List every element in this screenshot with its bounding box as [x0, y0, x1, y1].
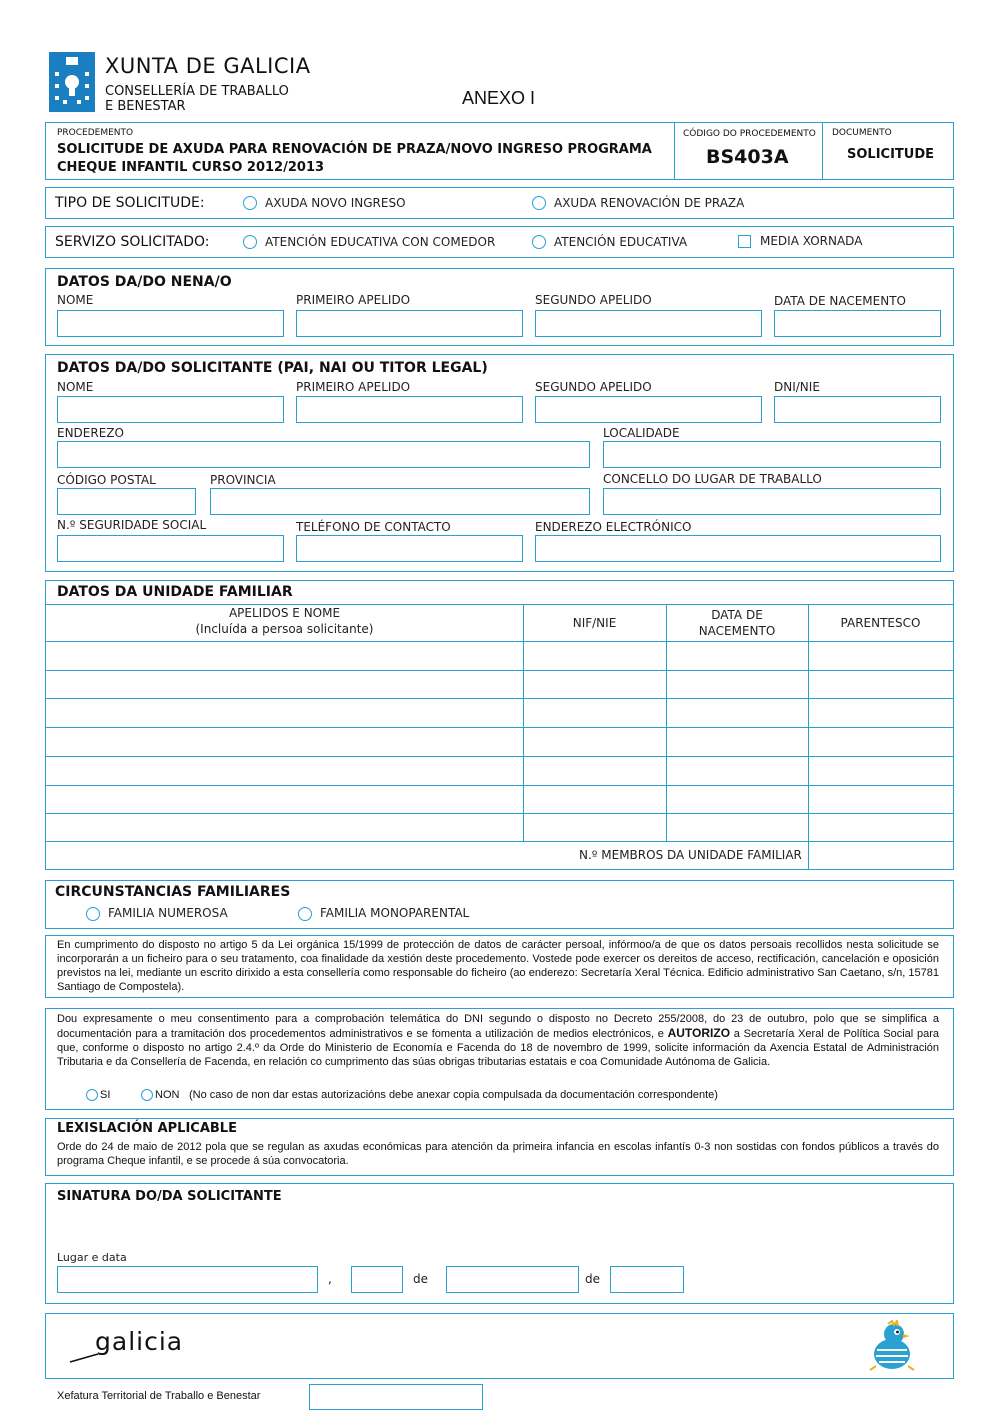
applicant-surname1-label: PRIMEIRO APELIDO	[296, 380, 411, 394]
radio-large-family-label: FAMILIA NUMEROSA	[108, 906, 228, 920]
applicant-name-input[interactable]	[57, 396, 284, 423]
family-circumstances-title: CIRCUNSTANCIAS FAMILIARES	[55, 884, 291, 900]
child-surname2-label: SEGUNDO APELIDO	[535, 293, 652, 307]
year-input[interactable]	[610, 1266, 684, 1293]
radio-consent-no[interactable]	[141, 1089, 153, 1101]
applicant-name-label: NOME	[57, 380, 94, 394]
family-row[interactable]	[46, 699, 953, 727]
request-type-label: TIPO DE SOLICITUDE:	[55, 195, 205, 211]
social-security-label: N.º SEGURIDADE SOCIAL	[57, 518, 207, 532]
comma-separator: ,	[328, 1272, 332, 1286]
procedure-title-line2: CHEQUE INFANTIL CURSO 2012/2013	[57, 160, 325, 175]
family-unit-title: DATOS DA UNIDADE FAMILIAR	[57, 584, 293, 600]
radio-consent-no-label: NON	[155, 1089, 180, 1101]
annex-title: ANEXO I	[462, 88, 536, 108]
email-label: ENDEREZO ELECTRÓNICO	[535, 520, 692, 534]
child-surname2-input[interactable]	[535, 310, 762, 337]
consent-text-part2: a Secretaría Xeral de Política Social para que, conforme o disposto no artigo 2.4.º da Orde do Ministerio de Economía e Facenda do 18 de novembro de 1999, solicite información da Axencia Estatal de Administración Tributaria e da Consellería de Facenda, en relación co cumprimento das súas obrigas tributarias estatais e coa Comunidade Autónoma de Galicia.	[57, 1028, 939, 1068]
postal-code-label: CÓDIGO POSTAL	[57, 473, 156, 487]
radio-renewal[interactable]	[532, 196, 546, 210]
social-security-input[interactable]	[57, 535, 284, 562]
family-members-input[interactable]	[809, 842, 953, 869]
radio-consent-yes[interactable]	[86, 1089, 98, 1101]
radio-large-family[interactable]	[86, 907, 100, 921]
radio-new-admission-label: AXUDA NOVO INGRESO	[265, 196, 406, 210]
col-birth-header	[666, 607, 808, 639]
mascot-bird-icon	[864, 1320, 922, 1372]
postal-code-input[interactable]	[57, 488, 196, 515]
family-row[interactable]	[46, 757, 953, 785]
data-protection-text: En cumprimento do disposto no artigo 5 da Lei orgánica 15/1999 de protección de datos de carácter persoal, infórmoo/a de que os datos persoais recollidos nesta solicitude se incorporarán a un ficheiro para o seu tratamento, coa finalidade da xestión deste procedemento. Vostede pode exercer os dereitos de acceso, rectificación, cancelación e oposición previstos na lei, mediante un escrito dirixido a esta consellería como responsable do ficheiro (ao enderezo: Secretaría Xeral Técnica. Edificio administrativo San Caetano, s/n, 15781 Santiago de Compostela).	[57, 939, 939, 993]
org-name: XUNTA DE GALICIA	[105, 54, 311, 78]
child-surname1-label: PRIMEIRO APELIDO	[296, 293, 411, 307]
family-row[interactable]	[46, 728, 953, 756]
phone-input[interactable]	[296, 535, 523, 562]
radio-educational[interactable]	[532, 235, 546, 249]
place-date-label: Lugar e data	[57, 1251, 127, 1264]
procedure-code-label: CÓDIGO DO PROCEDEMENTO	[683, 129, 816, 139]
col-relation-header: PARENTESCO	[840, 616, 921, 630]
child-name-input[interactable]	[57, 310, 284, 337]
consent-note: (No caso de non dar estas autorizacións debe anexar copia compulsada da documentación correspondente)	[189, 1089, 718, 1101]
applicant-surname2-input[interactable]	[535, 396, 762, 423]
document-type: SOLICITUDE	[847, 147, 935, 162]
radio-single-parent[interactable]	[298, 907, 312, 921]
consent-text	[57, 1012, 939, 1069]
radio-with-canteen[interactable]	[243, 235, 257, 249]
child-surname1-input[interactable]	[296, 310, 523, 337]
work-municipality-label: CONCELLO DO LUGAR DE TRABALLO	[603, 472, 822, 486]
address-label: ENDEREZO	[57, 426, 124, 440]
dept-line2: E BENESTAR	[105, 99, 186, 114]
family-row[interactable]	[46, 642, 953, 670]
radio-educational-label: ATENCIÓN EDUCATIVA	[554, 235, 688, 249]
applicant-dni-input[interactable]	[774, 396, 941, 423]
day-input[interactable]	[351, 1266, 403, 1293]
locality-input[interactable]	[603, 441, 941, 468]
family-row[interactable]	[46, 814, 953, 841]
child-data-title: DATOS DA/DO NENA/O	[57, 274, 232, 290]
dept-line1: CONSELLERÍA DE TRABALLO	[105, 84, 289, 99]
consent-text-part1: Dou expresamente o meu consentimento para a comprobación telemática do DNI segundo o disposto no Decreto 255/2008, do 23 de outubro, polo que se simplifica a documentación para a tramitación dos procedementos administrativos e se fomenta a utilización de medios electrónicos, e	[57, 1013, 939, 1040]
procedure-label: PROCEDEMENTO	[57, 128, 134, 138]
applicant-surname2-label: SEGUNDO APELIDO	[535, 380, 652, 394]
applicant-surname1-input[interactable]	[296, 396, 523, 423]
de-separator-1: de	[413, 1272, 428, 1286]
col-name-header-line1: APELIDOS E NOME	[228, 606, 341, 620]
radio-consent-yes-label: SI	[100, 1089, 111, 1101]
checkbox-half-day-label: MEDIA XORNADA	[760, 234, 863, 248]
territorial-office-input[interactable]	[309, 1384, 483, 1410]
service-label: SERVIZO SOLICITADO:	[55, 234, 210, 250]
child-name-label: NOME	[57, 293, 94, 307]
legislation-title: LEXISLACIÓN APLICABLE	[57, 1121, 237, 1136]
legislation-text: Orde do 24 de maio de 2012 pola que se regulan as axudas económicas para atención da primeira infancia en escolas infantís 0-3 non sostidas con fondos públicos a través do programa Cheque infantil, e se procede á súa convocatoria.	[57, 1141, 939, 1167]
month-input[interactable]	[446, 1266, 579, 1293]
email-input[interactable]	[535, 535, 941, 562]
family-members-label: N.º MEMBROS DA UNIDADE FAMILIAR	[579, 848, 802, 862]
radio-single-parent-label: FAMILIA MONOPARENTAL	[320, 906, 470, 920]
galicia-brand-logo	[68, 1320, 188, 1368]
family-row[interactable]	[46, 671, 953, 698]
province-label: PROVINCIA	[210, 473, 276, 487]
radio-renewal-label: AXUDA RENOVACIÓN DE PRAZA	[554, 196, 745, 210]
child-birth-label: DATA DE NACEMENTO	[774, 294, 906, 308]
consent-authorize: AUTORIZO	[667, 1026, 731, 1040]
galicia-brand-text: galicia	[95, 1327, 184, 1356]
checkbox-half-day[interactable]	[738, 235, 751, 248]
applicant-data-title: DATOS DA/DO SOLICITANTE (PAI, NAI OU TITOR LEGAL)	[57, 360, 488, 376]
col-name-header	[46, 605, 523, 637]
phone-label: TELÉFONO DE CONTACTO	[296, 520, 451, 534]
radio-with-canteen-label: ATENCIÓN EDUCATIVA CON COMEDOR	[265, 235, 496, 249]
address-input[interactable]	[57, 441, 590, 468]
col-nif-header: NIF/NIE	[572, 616, 617, 630]
radio-new-admission[interactable]	[243, 196, 257, 210]
province-input[interactable]	[210, 488, 590, 515]
applicant-dni-label: DNI/NIE	[774, 380, 820, 394]
document-label: DOCUMENTO	[832, 128, 892, 138]
coat-of-arms-logo	[49, 52, 95, 112]
procedure-code: BS403A	[706, 146, 789, 168]
procedure-title-line1: SOLICITUDE DE AXUDA PARA RENOVACIÓN DE PRAZA/NOVO INGRESO PROGRAMA	[57, 142, 652, 157]
de-separator-2: de	[585, 1272, 600, 1286]
place-input[interactable]	[57, 1266, 318, 1293]
locality-label: LOCALIDADE	[603, 426, 680, 440]
col-name-header-line2: (Incluída a persoa solicitante)	[195, 622, 374, 636]
col-birth-header-line1: DATA DE	[711, 608, 763, 622]
signature-title: SINATURA DO/DA SOLICITANTE	[57, 1189, 282, 1204]
child-birth-input[interactable]	[774, 310, 941, 337]
territorial-office-label: Xefatura Territorial de Traballo e Benestar	[57, 1390, 261, 1402]
work-municipality-input[interactable]	[603, 488, 941, 515]
col-birth-header-line2: NACEMENTO	[698, 624, 776, 638]
family-row[interactable]	[46, 786, 953, 813]
